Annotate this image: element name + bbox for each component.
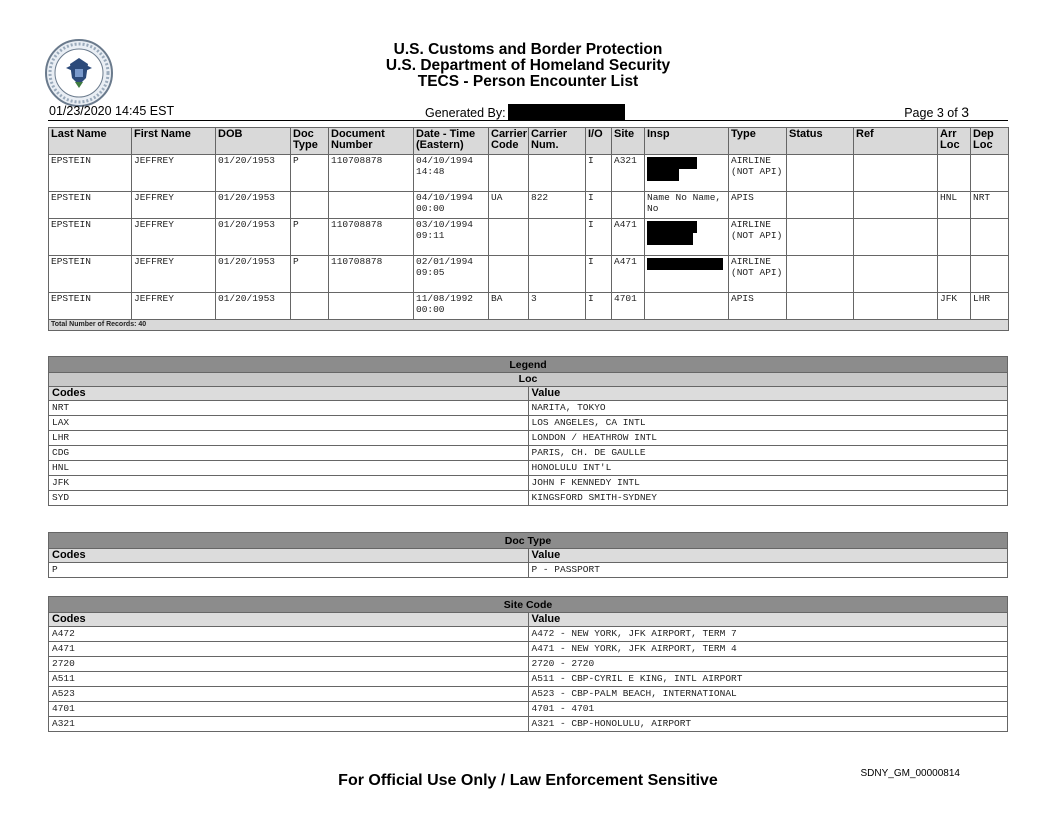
value-cell: PARIS, CH. DE GAULLE xyxy=(528,446,1008,461)
table-row xyxy=(49,293,1009,320)
col-type: Type xyxy=(729,128,787,155)
list-item xyxy=(49,461,1008,476)
legend-doc-type-title: Doc Type xyxy=(49,533,1008,549)
value-cell: 4701 - 4701 xyxy=(528,702,1008,717)
list-item xyxy=(49,491,1008,506)
redaction-block xyxy=(647,169,679,181)
cell-ref xyxy=(854,155,938,192)
cell-status xyxy=(787,192,854,219)
code-cell: CDG xyxy=(49,446,529,461)
cell-last-name: EPSTEIN xyxy=(49,192,132,219)
table-row xyxy=(49,256,1009,293)
cell-dob: 01/20/1953 xyxy=(216,155,291,192)
redaction-block xyxy=(508,104,625,120)
code-cell: LHR xyxy=(49,431,529,446)
legend-doc-type-table xyxy=(48,532,1008,578)
cell-arr-loc: HNL xyxy=(938,192,971,219)
total-records-row xyxy=(49,320,1009,331)
cell-doc-type: P xyxy=(291,256,329,293)
cell-dob: 01/20/1953 xyxy=(216,192,291,219)
dhs-seal-icon xyxy=(44,38,114,108)
title-line-department: U.S. Department of Homeland Security xyxy=(385,57,671,74)
col-date-time: Date - Time (Eastern) xyxy=(414,128,489,155)
list-item xyxy=(49,642,1008,657)
encounter-table xyxy=(48,127,1009,331)
col-io: I/O xyxy=(586,128,612,155)
value-cell: P - PASSPORT xyxy=(528,563,1008,578)
cell-date-time: 04/10/1994 14:48 xyxy=(414,155,489,192)
code-cell: P xyxy=(49,563,529,578)
cell-date-time: 02/01/1994 09:05 xyxy=(414,256,489,293)
cell-status xyxy=(787,219,854,256)
cell-ref xyxy=(854,256,938,293)
header-rule xyxy=(48,120,1008,121)
cell-site: A471 xyxy=(612,219,645,256)
cell-carrier-num: 3 xyxy=(529,293,586,320)
value-cell: KINGSFORD SMITH-SYDNEY xyxy=(528,491,1008,506)
list-item xyxy=(49,687,1008,702)
cell-dep-loc: NRT xyxy=(971,192,1009,219)
cell-date-time: 11/08/1992 00:00 xyxy=(414,293,489,320)
value-cell: A511 - CBP-CYRIL E KING, INTL AIRPORT xyxy=(528,672,1008,687)
cell-doc-type: P xyxy=(291,219,329,256)
cell-document-number xyxy=(329,192,414,219)
code-cell: 2720 xyxy=(49,657,529,672)
cell-insp xyxy=(645,155,729,192)
cell-last-name: EPSTEIN xyxy=(49,293,132,320)
col-arr-loc: Arr Loc xyxy=(938,128,971,155)
codes-header: Codes xyxy=(49,549,529,563)
col-dob: DOB xyxy=(216,128,291,155)
redaction-block xyxy=(647,233,693,245)
cell-carrier-num xyxy=(529,219,586,256)
title-line-report: TECS - Person Encounter List xyxy=(417,73,639,90)
code-cell: 4701 xyxy=(49,702,529,717)
cell-dep-loc xyxy=(971,256,1009,293)
cell-site: 4701 xyxy=(612,293,645,320)
cell-dob: 01/20/1953 xyxy=(216,293,291,320)
official-use-notice: For Official Use Only / Law Enforcement Sensitive xyxy=(338,772,718,789)
col-carrier-code: Carrier Code xyxy=(489,128,529,155)
code-cell: A472 xyxy=(49,627,529,642)
table-header-row xyxy=(49,128,1009,155)
code-cell: JFK xyxy=(49,476,529,491)
list-item xyxy=(49,416,1008,431)
cell-site: A471 xyxy=(612,256,645,293)
document-title xyxy=(280,42,776,90)
code-cell: A471 xyxy=(49,642,529,657)
generated-by-label: Generated By: xyxy=(425,106,506,120)
cell-date-time: 03/10/1994 09:11 xyxy=(414,219,489,256)
page-total: 3 xyxy=(961,104,969,120)
list-item xyxy=(49,657,1008,672)
cell-carrier-num: 822 xyxy=(529,192,586,219)
col-dep-loc: Dep Loc xyxy=(971,128,1009,155)
cell-type: APIS xyxy=(729,192,787,219)
value-cell: A523 - CBP-PALM BEACH, INTERNATIONAL xyxy=(528,687,1008,702)
cell-carrier-code xyxy=(489,256,529,293)
list-item xyxy=(49,431,1008,446)
col-last-name: Last Name xyxy=(49,128,132,155)
code-cell: A523 xyxy=(49,687,529,702)
code-cell: HNL xyxy=(49,461,529,476)
cell-type: AIRLINE (NOT API) xyxy=(729,219,787,256)
codes-header: Codes xyxy=(49,387,529,401)
value-header: Value xyxy=(528,549,1008,563)
table-row xyxy=(49,155,1009,192)
dhs-seal xyxy=(44,38,114,108)
cell-type: AIRLINE (NOT API) xyxy=(729,155,787,192)
generated-by xyxy=(425,104,625,120)
cell-arr-loc xyxy=(938,219,971,256)
value-cell: A321 - CBP-HONOLULU, AIRPORT xyxy=(528,717,1008,732)
cell-doc-type xyxy=(291,293,329,320)
value-cell: JOHN F KENNEDY INTL xyxy=(528,476,1008,491)
value-cell: A472 - NEW YORK, JFK AIRPORT, TERM 7 xyxy=(528,627,1008,642)
legend-title: Legend xyxy=(49,357,1008,373)
cell-first-name: JEFFREY xyxy=(132,219,216,256)
col-carrier-num: Carrier Num. xyxy=(529,128,586,155)
cell-ref xyxy=(854,293,938,320)
cell-first-name: JEFFREY xyxy=(132,192,216,219)
list-item xyxy=(49,476,1008,491)
list-item xyxy=(49,672,1008,687)
cell-insp xyxy=(645,256,729,293)
cell-io: I xyxy=(586,192,612,219)
redaction-block xyxy=(647,258,723,270)
page-label: Page 3 of xyxy=(904,106,958,120)
cell-io: I xyxy=(586,155,612,192)
col-insp: Insp xyxy=(645,128,729,155)
cell-last-name: EPSTEIN xyxy=(49,155,132,192)
cell-site xyxy=(612,192,645,219)
cell-dep-loc xyxy=(971,219,1009,256)
value-header: Value xyxy=(528,387,1008,401)
cell-io: I xyxy=(586,256,612,293)
code-cell: A321 xyxy=(49,717,529,732)
value-cell: LONDON / HEATHROW INTL xyxy=(528,431,1008,446)
col-first-name: First Name xyxy=(132,128,216,155)
value-cell: LOS ANGELES, CA INTL xyxy=(528,416,1008,431)
col-status: Status xyxy=(787,128,854,155)
cell-io: I xyxy=(586,293,612,320)
cell-arr-loc: JFK xyxy=(938,293,971,320)
legend-loc-title: Loc xyxy=(49,373,1008,387)
cell-arr-loc xyxy=(938,155,971,192)
redaction-block xyxy=(647,157,697,169)
legend-site-code-table xyxy=(48,596,1008,732)
cell-carrier-code xyxy=(489,155,529,192)
title-line-agency: U.S. Customs and Border Protection xyxy=(393,41,663,58)
code-cell: NRT xyxy=(49,401,529,416)
cell-ref xyxy=(854,219,938,256)
code-cell: LAX xyxy=(49,416,529,431)
report-datetime: 01/23/2020 14:45 EST xyxy=(49,104,175,118)
code-cell: SYD xyxy=(49,491,529,506)
list-item xyxy=(49,627,1008,642)
table-row xyxy=(49,219,1009,256)
cell-status xyxy=(787,256,854,293)
value-cell: A471 - NEW YORK, JFK AIRPORT, TERM 4 xyxy=(528,642,1008,657)
cell-type: APIS xyxy=(729,293,787,320)
cell-carrier-code xyxy=(489,219,529,256)
value-cell: 2720 - 2720 xyxy=(528,657,1008,672)
list-item xyxy=(49,702,1008,717)
cell-ref xyxy=(854,192,938,219)
bates-number: SDNY_GM_00000814 xyxy=(860,768,960,779)
cell-dob: 01/20/1953 xyxy=(216,256,291,293)
redaction-block xyxy=(647,221,697,233)
cell-site: A321 xyxy=(612,155,645,192)
code-cell: A511 xyxy=(49,672,529,687)
cell-first-name: JEFFREY xyxy=(132,155,216,192)
cell-insp: Name No Name, No xyxy=(645,192,729,219)
cell-doc-type: P xyxy=(291,155,329,192)
cell-last-name: EPSTEIN xyxy=(49,219,132,256)
cell-dep-loc: LHR xyxy=(971,293,1009,320)
cell-arr-loc xyxy=(938,256,971,293)
cell-document-number xyxy=(329,293,414,320)
list-item xyxy=(49,401,1008,416)
value-cell: NARITA, TOKYO xyxy=(528,401,1008,416)
cell-carrier-num xyxy=(529,256,586,293)
col-doc-type: Doc Type xyxy=(291,128,329,155)
list-item xyxy=(49,717,1008,732)
list-item xyxy=(49,563,1008,578)
col-site: Site xyxy=(612,128,645,155)
cell-carrier-num xyxy=(529,155,586,192)
col-document-number: Document Number xyxy=(329,128,414,155)
cell-type: AIRLINE (NOT API) xyxy=(729,256,787,293)
cell-dep-loc xyxy=(971,155,1009,192)
cell-carrier-code: BA xyxy=(489,293,529,320)
cell-doc-type xyxy=(291,192,329,219)
table-row xyxy=(49,192,1009,219)
cell-status xyxy=(787,293,854,320)
cell-date-time: 04/10/1994 00:00 xyxy=(414,192,489,219)
codes-header: Codes xyxy=(49,613,529,627)
page-indicator xyxy=(904,104,969,120)
cell-document-number: 110708878 xyxy=(329,155,414,192)
list-item xyxy=(49,446,1008,461)
cell-first-name: JEFFREY xyxy=(132,293,216,320)
cell-insp xyxy=(645,293,729,320)
cell-status xyxy=(787,155,854,192)
legend-site-code-title: Site Code xyxy=(49,597,1008,613)
col-ref: Ref xyxy=(854,128,938,155)
cell-last-name: EPSTEIN xyxy=(49,256,132,293)
cell-first-name: JEFFREY xyxy=(132,256,216,293)
legend-loc-table xyxy=(48,356,1008,506)
cell-dob: 01/20/1953 xyxy=(216,219,291,256)
cell-document-number: 110708878 xyxy=(329,219,414,256)
value-header: Value xyxy=(528,613,1008,627)
cell-carrier-code: UA xyxy=(489,192,529,219)
cell-io: I xyxy=(586,219,612,256)
cell-insp xyxy=(645,219,729,256)
total-records: Total Number of Records: 40 xyxy=(49,320,1009,331)
cell-document-number: 110708878 xyxy=(329,256,414,293)
value-cell: HONOLULU INT'L xyxy=(528,461,1008,476)
